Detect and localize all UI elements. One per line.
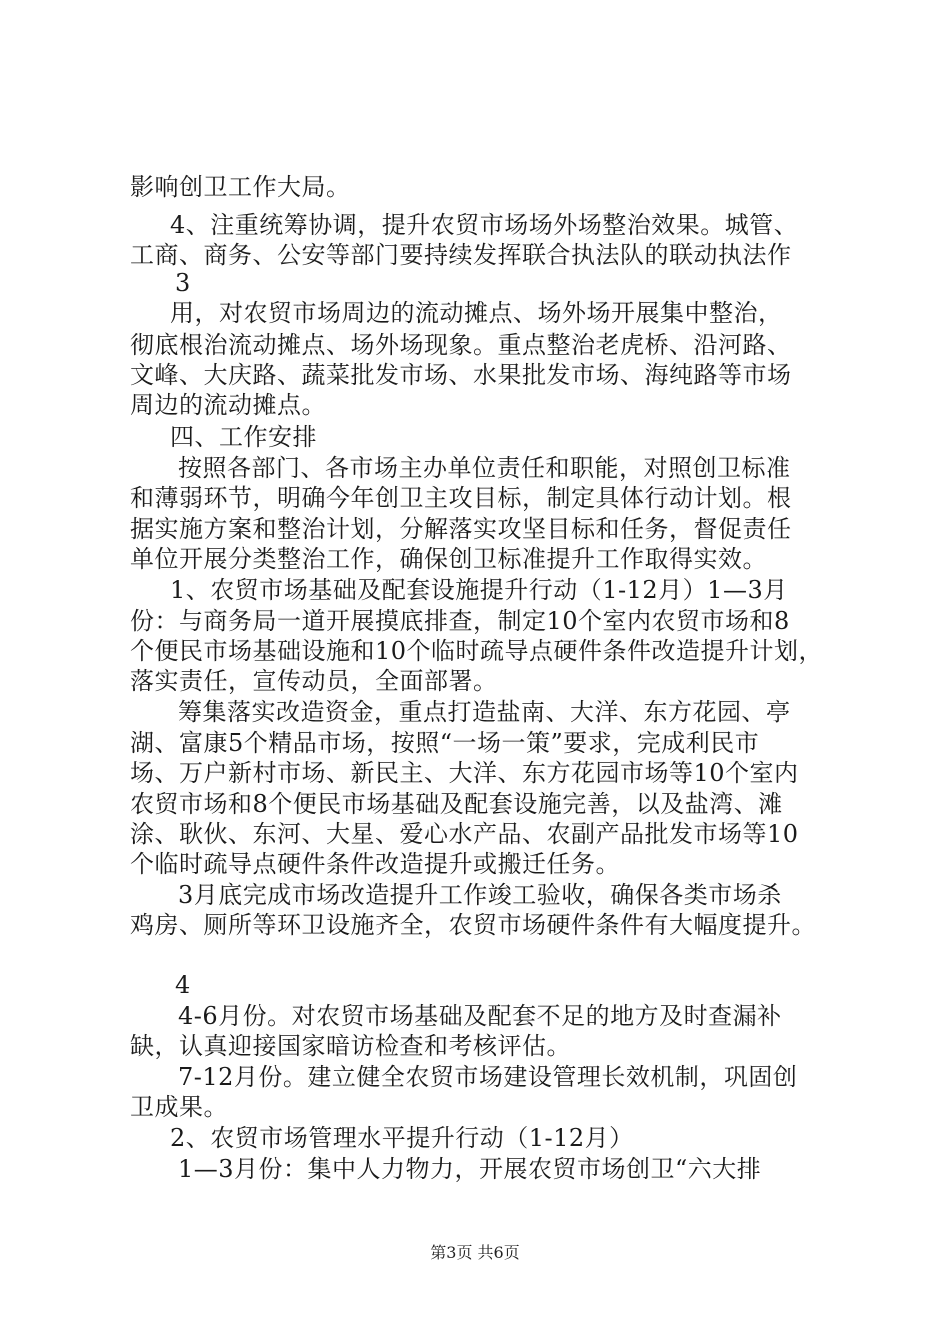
text-line: 落实责任，宣传动员，全面部署。 (130, 667, 498, 695)
text-line: 据实施方案和整治计划，分解落实攻坚目标和任务，督促责任 (130, 515, 792, 543)
text-line: 筹集落实改造资金，重点打造盐南、大洋、东方花园、亭 (178, 698, 791, 726)
text-line: 卫成果。 (130, 1093, 228, 1121)
text-line: 3月底完成市场改造提升工作竣工验收，确保各类市场杀 (178, 881, 782, 909)
text-line: 鸡房、厕所等环卫设施齐全，农贸市场硬件条件有大幅度提升。 (130, 911, 816, 939)
text-line: 农贸市场和8个便民市场基础及配套设施完善，以及盐湾、滩 (130, 790, 783, 818)
text-line: 周边的流动摊点。 (130, 391, 326, 419)
text-line: 个便民市场基础设施和10个临时疏导点硬件条件改造提升计划， (130, 637, 824, 665)
text-line: 文峰、大庆路、蔬菜批发市场、水果批发市场、海纯路等市场 (130, 361, 792, 389)
text-line: 场、万户新村市场、新民主、大洋、东方花园市场等10个室内 (130, 759, 799, 787)
text-line: 用，对农贸市场周边的流动摊点、场外场开展集中整治， (170, 299, 783, 327)
text-line: 个临时疏导点硬件条件改造提升或搬迁任务。 (130, 850, 620, 878)
section-heading: 四、工作安排 (170, 423, 317, 451)
text-line: 4-6月份。对农贸市场基础及配套不足的地方及时查漏补 (178, 1002, 782, 1030)
text-line: 影响创卫工作大局。 (130, 173, 351, 201)
text-line: 4、注重统筹协调，提升农贸市场场外场整治效果。城管、 (170, 211, 799, 239)
text-line: 彻底根治流动摊点、场外场现象。重点整治老虎桥、沿河路、 (130, 331, 792, 359)
page-marker: 3 (175, 269, 191, 297)
text-line: 按照各部门、各市场主办单位责任和职能，对照创卫标准 (178, 454, 791, 482)
text-line: 7-12月份。建立健全农贸市场建设管理长效机制，巩固创 (178, 1063, 798, 1091)
text-line: 2、农贸市场管理水平提升行动（1-12月） (170, 1124, 634, 1152)
text-line: 涂、耿伙、东河、大星、爱心水产品、农副产品批发市场等10 (130, 820, 799, 848)
page-marker: 4 (175, 971, 191, 999)
text-line: 单位开展分类整治工作，确保创卫标准提升工作取得实效。 (130, 545, 767, 573)
page-number-footer: 第3页 共6页 (430, 1243, 520, 1262)
text-line: 份：与商务局一道开展摸底排查，制定10个室内农贸市场和8 (130, 607, 790, 635)
text-line: 湖、富康5个精品市场，按照“一场一策”要求，完成利民市 (130, 729, 760, 757)
text-line: 1、农贸市场基础及配套设施提升行动（1-12月）1—3月 (170, 576, 788, 604)
text-line: 1—3月份：集中人力物力，开展农贸市场创卫“六大排 (178, 1155, 762, 1183)
text-line: 和薄弱环节，明确今年创卫主攻目标，制定具体行动计划。根 (130, 484, 792, 512)
text-line: 工商、商务、公安等部门要持续发挥联合执法队的联动执法作 (130, 241, 792, 269)
text-line: 缺，认真迎接国家暗访检查和考核评估。 (130, 1032, 571, 1060)
